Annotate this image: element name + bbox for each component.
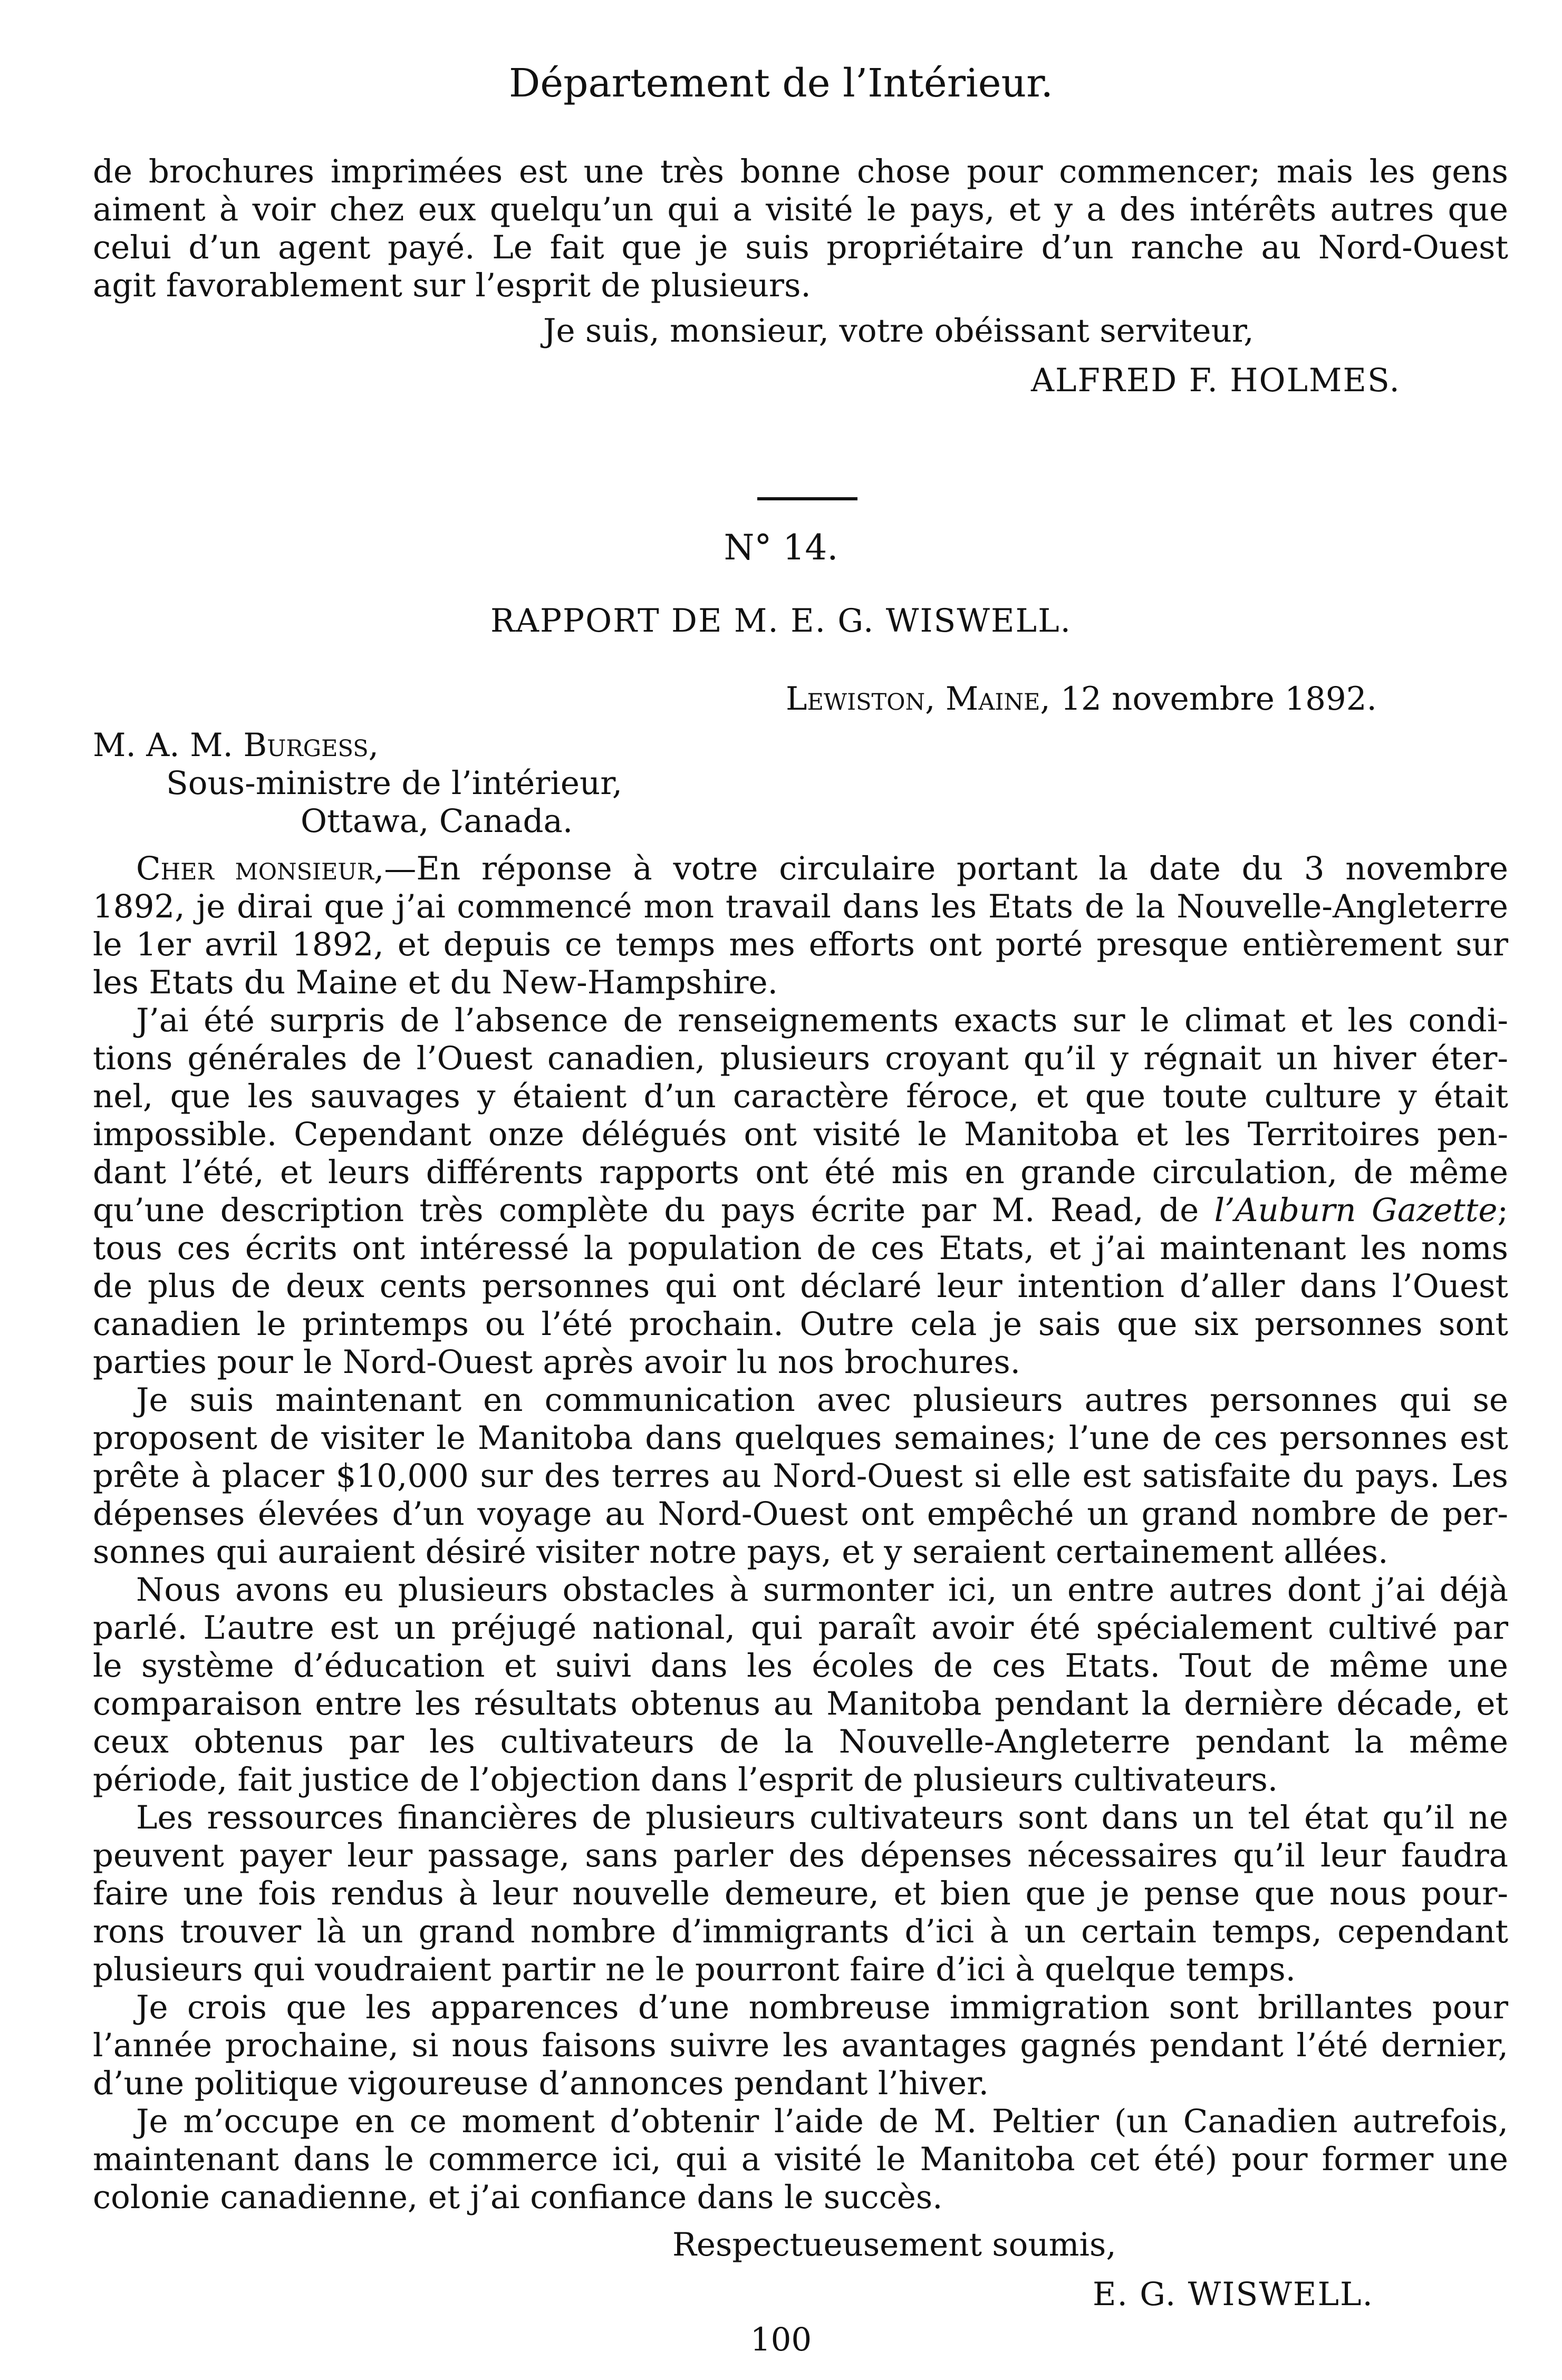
section-divider [757,497,857,500]
text-line: Je suis maintenant en communication avec plusieurs autres personnes qui se [136,1381,1508,1419]
dateline [786,680,1513,718]
text-line: sonnes qui auraient désiré visiter notre pays, et y seraient certainement allées. [93,1533,1389,1571]
text-line: Je crois que les apparences d’une nombreuse immigration sont brillantes pour [136,1989,1508,2026]
section-number: N° 14. [724,527,838,568]
recipient-name [93,727,1508,765]
text-line: Nous avons eu plusieurs obstacles à surmonter ici, un entre autres dont j’ai déjà [136,1571,1508,1609]
text-line: de plus de deux cents personnes qui ont déclaré leur intention d’aller dans l’Ouest [93,1268,1508,1305]
dateline-place: Lewiston, Maine, [786,680,1050,718]
text-line: maintenant dans le commerce ici, qui a visité le Manitoba cet été) pour former une [93,2141,1508,2178]
recipient-title: Sous-ministre de l’intérieur, [166,765,623,802]
letter-signature: ALFRED F. HOLMES. [1031,362,1401,399]
text-line: 1892, je dirai que j’ai commencé mon travail dans les Etats de la Nouvelle-Angleterre [93,888,1508,925]
text-line [93,1192,1508,1230]
text-line: aiment à voir chez eux quelqu’un qui a visité le pays, et y a des intérêts autres que [93,191,1508,228]
report-signature: E. G. WISWELL. [1093,2276,1374,2313]
text-line: les Etats du Maine et du New-Hampshire. [93,964,778,1001]
text-line: le système d’éducation et suivi dans les écoles de ces Etats. Tout de même une [93,1647,1508,1685]
dateline-date: 12 novembre 1892. [1060,680,1377,718]
text-line [136,850,1508,888]
text-line: le 1er avril 1892, et depuis ce temps mes efforts ont porté presque entièrement sur [93,926,1508,963]
text-line: ceux obtenus par les cultivateurs de la Nouvelle-Angleterre pendant la même [93,1723,1508,1760]
text-line: Les ressources financières de plusieurs cultivateurs sont dans un tel état qu’il ne [136,1799,1508,1836]
text-line: proposent de visiter le Manitoba dans quelques semaines; l’une de ces personnes est [93,1419,1508,1457]
text-line: dant l’été, et leurs différents rapports ont été mis en grande circulation, de même [93,1154,1508,1191]
gazette-title: l’Auburn Gazette [1214,1192,1498,1229]
text-line: prête à placer $10,000 sur des terres au Nord-Ouest si elle est satisfaite du pays. Les [93,1457,1508,1495]
text-line: celui d’un agent payé. Le fait que je suis propriétaire d’un ranche au Nord-Ouest [93,229,1508,266]
text-line: période, fait justice de l’objection dans l’esprit de plusieurs cultivateurs. [93,1761,1278,1798]
text-line: canadien le printemps ou l’été prochain. Outre cela je sais que six personnes sont [93,1305,1508,1343]
text-line: tions générales de l’Ouest canadien, plusieurs croyant qu’il y régnait un hiver éter- [93,1040,1508,1077]
text-line: rons trouver là un grand nombre d’immigrants d’ici à un certain temps, cependant [93,1913,1508,1950]
text-line: colonie canadienne, et j’ai confiance dans le succès. [93,2179,943,2216]
text-line: J’ai été surpris de l’absence de renseignements exacts sur le climat et les condi- [136,1002,1508,1039]
text-line: de brochures imprimées est une très bonne chose pour commencer; mais les gens [93,153,1508,190]
gazette-suffix: ; [1497,1192,1509,1229]
text-line: nel, que les sauvages y étaient d’un caractère féroce, et que toute culture y était [93,1078,1508,1115]
text-line: peuvent payer leur passage, sans parler des dépenses nécessaires qu’il leur faudra [93,1837,1508,1874]
text-line: comparaison entre les résultats obtenus au Manitoba pendant la dernière décade, et [93,1685,1508,1723]
text-line: tous ces écrits ont intéressé la population de ces Etats, et j’ai maintenant les noms [93,1230,1508,1267]
recipient-surname: Burgess, [243,727,379,764]
text-line: d’une politique vigoureuse d’annonces pendant l’hiver. [93,2065,989,2102]
recipient-location: Ottawa, Canada. [301,802,573,840]
first-line-rest: —En réponse à votre circulaire portant la date du 3 novembre [384,850,1508,887]
text-line: plusieurs qui voudraient partir ne le pourront faire d’ici à quelque temps. [93,1951,1296,1988]
line-text: qu’une description très complète du pays écrite par M. Read, de [93,1192,1199,1229]
page-header: Département de l’Intérieur. [509,61,1053,106]
text-line: parlé. L’autre est un préjugé national, qui paraît avoir été spécialement cultivé par [93,1609,1508,1647]
report-closing: Respectueusement soumis, [672,2226,1116,2263]
text-line: impossible. Cependant onze délégués ont visité le Manitoba et les Territoires pen- [93,1116,1508,1153]
recipient-prefix: M. A. M. [93,727,233,764]
letter-closing: Je suis, monsieur, votre obéissant serviteur, [543,312,1254,350]
text-line: Je m’occupe en ce moment d’obtenir l’aide de M. Peltier (un Canadien autrefois, [136,2103,1508,2140]
text-line: parties pour le Nord-Ouest après avoir lu nos brochures. [93,1343,1021,1381]
text-line: faire une fois rendus à leur nouvelle demeure, et bien que je pense que nous pour- [93,1875,1508,1912]
page-number: 100 [750,2321,812,2358]
text-line: l’année prochaine, si nous faisons suivre les avantages gagnés pendant l’été dernier, [93,2027,1508,2064]
report-heading: RAPPORT DE M. E. G. WISWELL. [490,602,1072,640]
salutation: Cher monsieur, [136,850,384,887]
text-line: dépenses élevées d’un voyage au Nord-Ouest ont empêché un grand nombre de per- [93,1495,1508,1533]
text-line: agit favorablement sur l’esprit de plusieurs. [93,267,811,304]
